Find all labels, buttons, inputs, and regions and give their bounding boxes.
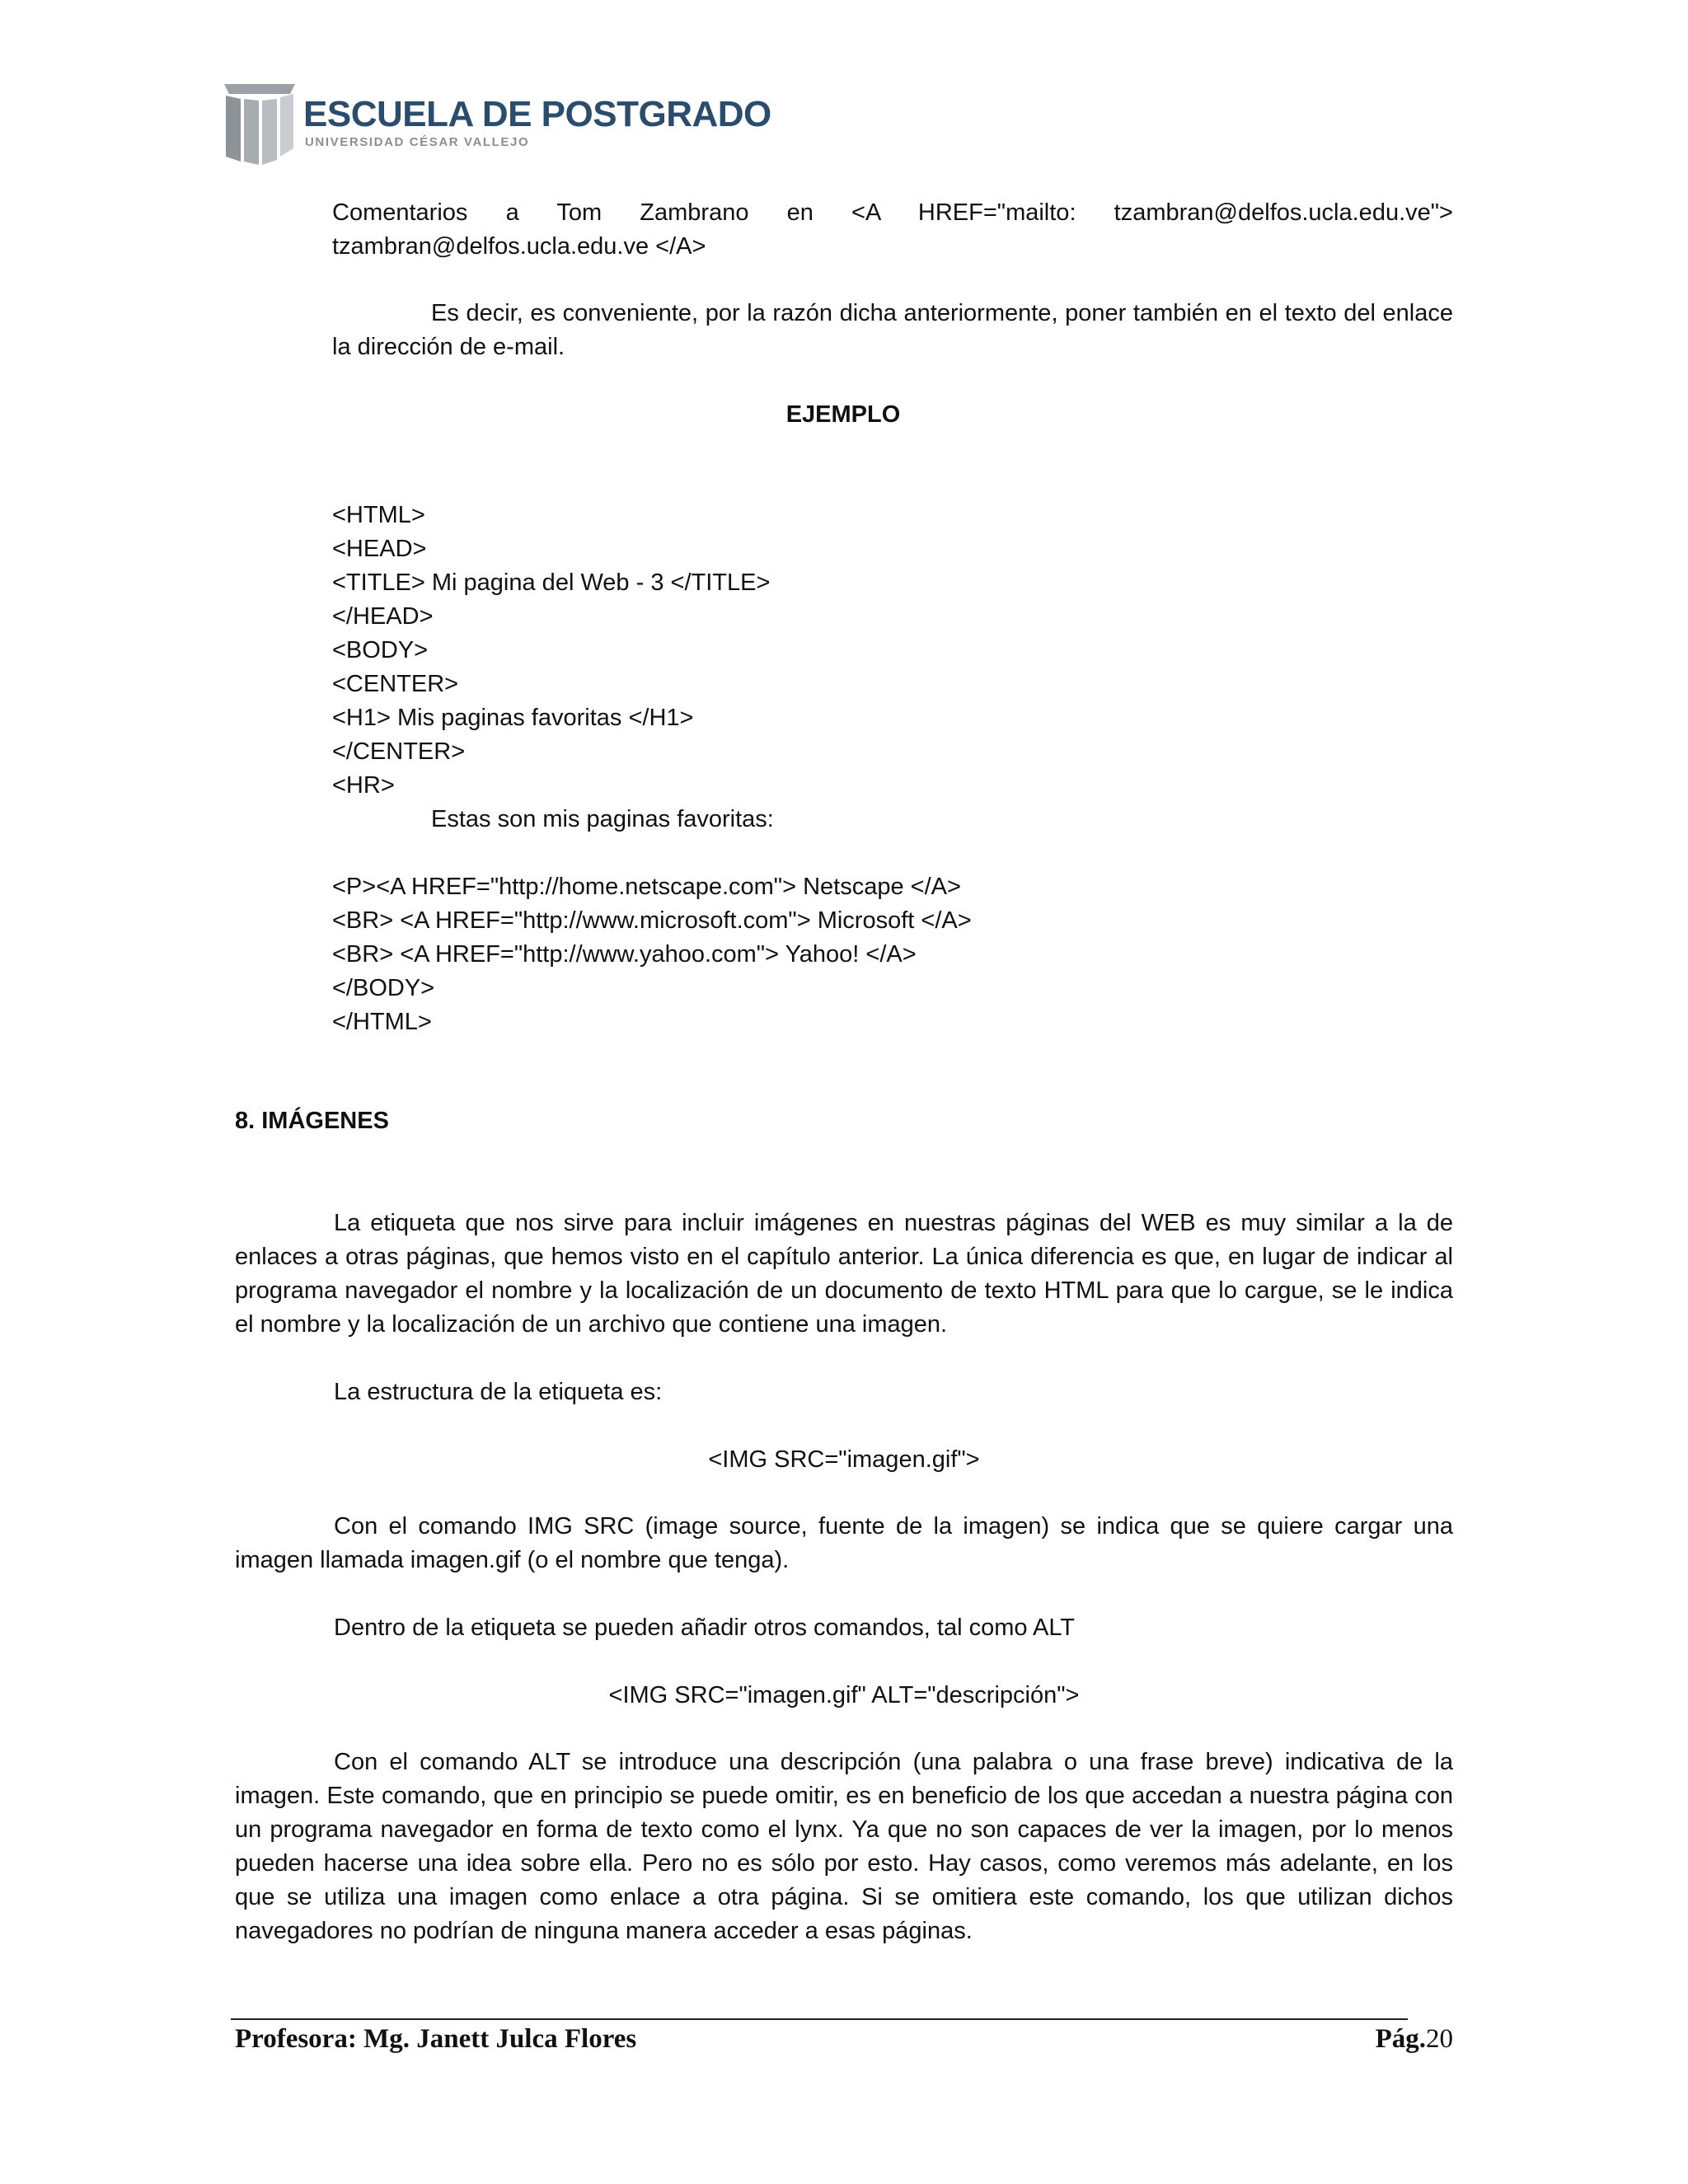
code-line: <H1> Mis paginas favoritas </H1> bbox=[332, 705, 694, 731]
logo-emblem-icon bbox=[223, 81, 297, 168]
code-line: <HR> bbox=[332, 772, 395, 799]
page-number: 20 bbox=[1426, 2024, 1453, 2054]
section-paragraph-3: Con el comando IMG SRC (image source, fuente de la imagen) se indica que se quiere cargar una imagen llamada imagen.gif (o el nombre que tenga). bbox=[235, 1513, 1453, 1573]
university-logo bbox=[223, 81, 771, 168]
code-line: <BR> <A HREF="http://www.yahoo.com"> Yahoo! </A> bbox=[332, 941, 917, 968]
section-paragraph-4: Dentro de la etiqueta se pueden añadir otros comandos, tal como ALT bbox=[334, 1615, 1076, 1641]
code-line: </CENTER> bbox=[332, 738, 466, 765]
footer-page-number bbox=[1376, 2022, 1453, 2055]
code-line: </BODY> bbox=[332, 975, 435, 1001]
footer-divider bbox=[231, 2018, 1408, 2020]
code-text-line: Estas son mis paginas favoritas: bbox=[431, 806, 774, 832]
example-heading: EJEMPLO bbox=[785, 401, 901, 428]
code-line: <HTML> bbox=[332, 502, 425, 528]
mailto-example-line: Comentarios a Tom Zambrano en <A HREF="mailto: tzambran@delfos.ucla.edu.ve"> tzambran@delfos.ucla.edu.ve </A> bbox=[332, 199, 1453, 260]
code-line: <HEAD> bbox=[332, 536, 427, 562]
code-line: </HTML> bbox=[332, 1009, 432, 1035]
logo-title: ESCUELA DE POSTGRADO bbox=[303, 94, 771, 134]
section-paragraph-5: Con el comando ALT se introduce una descripción (una palabra o una frase breve) indicativa de la imagen. Este comando, que en principio se puede omitir, es en beneficio de los que accedan a nuestra página con un programa navegador en forma de texto como el lynx. Ya que no son capaces de ver la imagen, por lo menos pueden hacerse una idea sobre ella. Pero no es sólo por esto. Hay casos, como veremos más adelante, en los que se utiliza una imagen como enlace a otra página. Si se omitiera este comando, los que utilizan dichos navegadores no podrían de ninguna manera acceder a esas páginas. bbox=[235, 1749, 1453, 1944]
code-line: </HEAD> bbox=[332, 603, 434, 630]
img-tag-example: <IMG SRC="imagen.gif"> bbox=[708, 1446, 980, 1473]
code-line: <CENTER> bbox=[332, 671, 459, 697]
footer-author: Profesora: Mg. Janett Julca Flores bbox=[235, 2024, 637, 2054]
code-line: <P><A HREF="http://home.netscape.com"> Netscape </A> bbox=[332, 874, 961, 900]
section-paragraph-1: La etiqueta que nos sirve para incluir imágenes en nuestras páginas del WEB es muy similar a la de enlaces a otras páginas, que hemos visto en el capítulo anterior. La única diferencia es que, en lugar de indicar al programa navegador el nombre y la localización de un documento de texto HTML para que lo cargue, se le indica el nombre y la localización de un archivo que contiene una imagen. bbox=[235, 1210, 1453, 1338]
intro-note-paragraph: Es decir, es conveniente, por la razón dicha anteriormente, poner también en el texto del enlace la dirección de e-mail. bbox=[332, 300, 1453, 360]
logo-subtitle: UNIVERSIDAD CÉSAR VALLEJO bbox=[305, 135, 530, 149]
section-heading: 8. IMÁGENES bbox=[235, 1108, 389, 1134]
code-line: <BR> <A HREF="http://www.microsoft.com"> Microsoft </A> bbox=[332, 907, 972, 934]
code-example-block bbox=[332, 499, 1156, 1039]
code-line: <TITLE> Mi pagina del Web - 3 </TITLE> bbox=[332, 569, 771, 596]
section-paragraph-2: La estructura de la etiqueta es: bbox=[334, 1379, 663, 1405]
code-line: <BODY> bbox=[332, 637, 429, 663]
img-alt-tag-example: <IMG SRC="imagen.gif" ALT="descripción"> bbox=[608, 1682, 1080, 1708]
page-label: Pág. bbox=[1375, 2024, 1426, 2054]
